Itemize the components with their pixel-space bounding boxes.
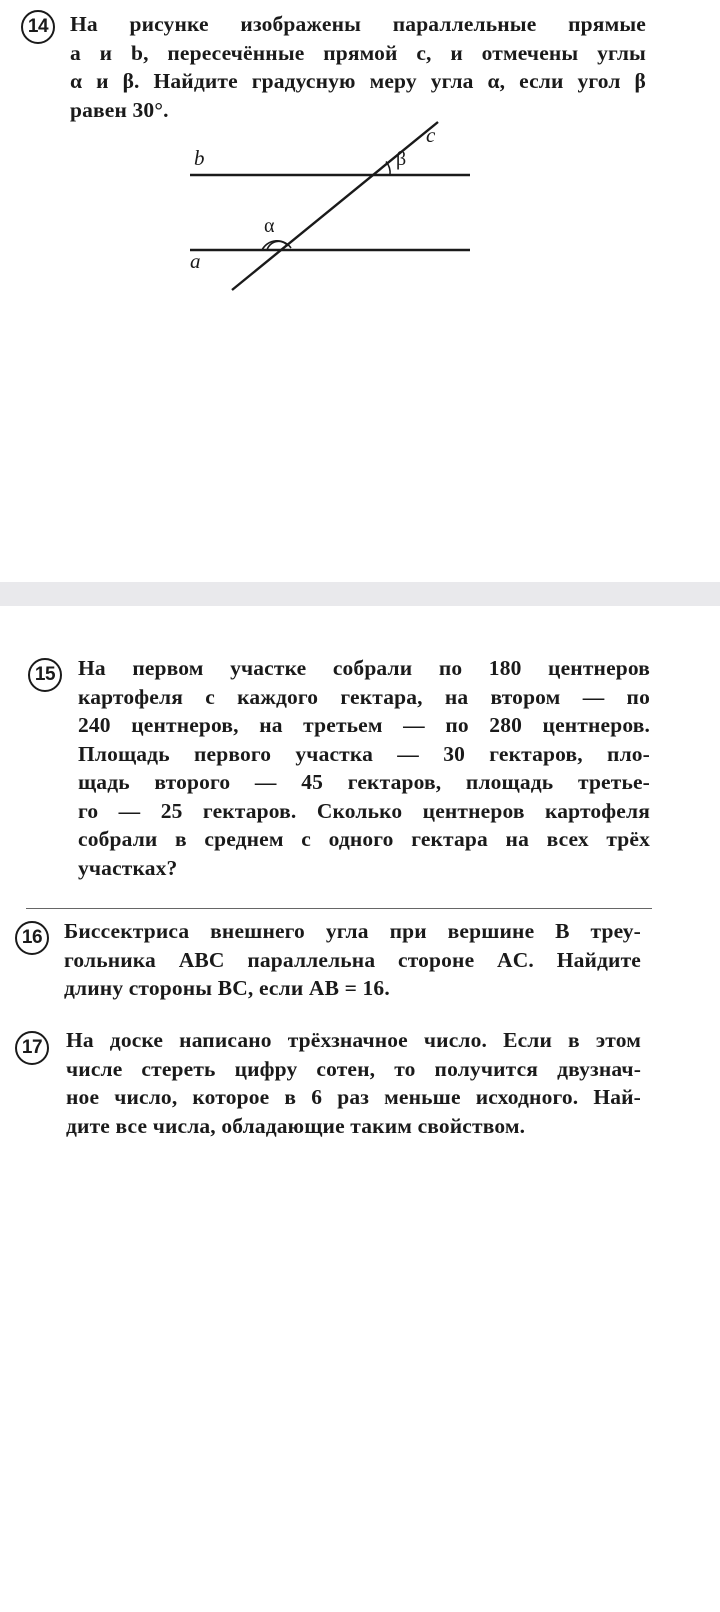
text-line: На доске написано трёхзначное число. Если в этом — [66, 1028, 641, 1052]
problem-14 — [0, 0, 720, 582]
text-line: α и β. Найдите градусную меру угла α, если угол β — [70, 69, 646, 93]
page-top — [0, 0, 720, 582]
text-line: дите все числа, обладающие таким свойством. — [66, 1113, 526, 1138]
problem-text — [70, 10, 646, 124]
text-line: Площадь первого участка — 30 гектаров, пло- — [78, 741, 650, 766]
problem-number-badge: 17 — [15, 1031, 49, 1065]
angle-beta-arc — [386, 162, 390, 176]
text-line: участках? — [78, 855, 178, 880]
page-bottom — [0, 606, 720, 1612]
text-line: 240 центнеров, на третьем — по 280 центнеров. — [78, 713, 650, 737]
text-line: го — 25 гектаров. Сколько центнеров картофеля — [78, 798, 650, 823]
text-line: равен 30°. — [70, 97, 169, 122]
problem-text — [66, 1026, 641, 1140]
page-separator — [0, 582, 720, 606]
text-line: картофеля с каждого гектара, на втором — по — [78, 684, 650, 709]
divider-line — [26, 908, 652, 909]
text-line: длину стороны BC, если AB = 16. — [64, 976, 390, 1000]
text-line: щадь второго — 45 гектаров, площадь третье- — [78, 770, 650, 794]
label-a: a — [190, 249, 201, 273]
problem-text — [64, 917, 641, 1003]
transversal-c — [232, 122, 438, 290]
label-alpha: α — [264, 215, 275, 237]
label-b: b — [194, 146, 205, 170]
text-line: гольника ABC параллельна стороне AC. Найдите — [64, 947, 641, 972]
problem-number-badge: 14 — [21, 10, 55, 44]
problem-number-badge: 15 — [28, 658, 62, 692]
label-beta: β — [396, 148, 407, 170]
parallel-lines-figure — [180, 118, 480, 298]
text-line: ное число, которое в 6 раз меньше исходного. Най- — [66, 1085, 641, 1109]
problem-text — [78, 654, 650, 882]
text-line: числе стереть цифру сотен, то получится двузнач- — [66, 1056, 641, 1081]
text-line: собрали в среднем с одного гектара на всех трёх — [78, 827, 650, 851]
text-line: На рисунке изображены параллельные прямые — [70, 12, 646, 36]
text-line: На первом участке собрали по 180 центнеров — [78, 656, 650, 680]
label-c: c — [426, 123, 436, 147]
text-line: a и b, пересечённые прямой c, и отмечены углы — [70, 40, 646, 65]
problem-number-badge: 16 — [15, 921, 49, 955]
text-line: Биссектриса внешнего угла при вершине B треу- — [64, 919, 641, 943]
